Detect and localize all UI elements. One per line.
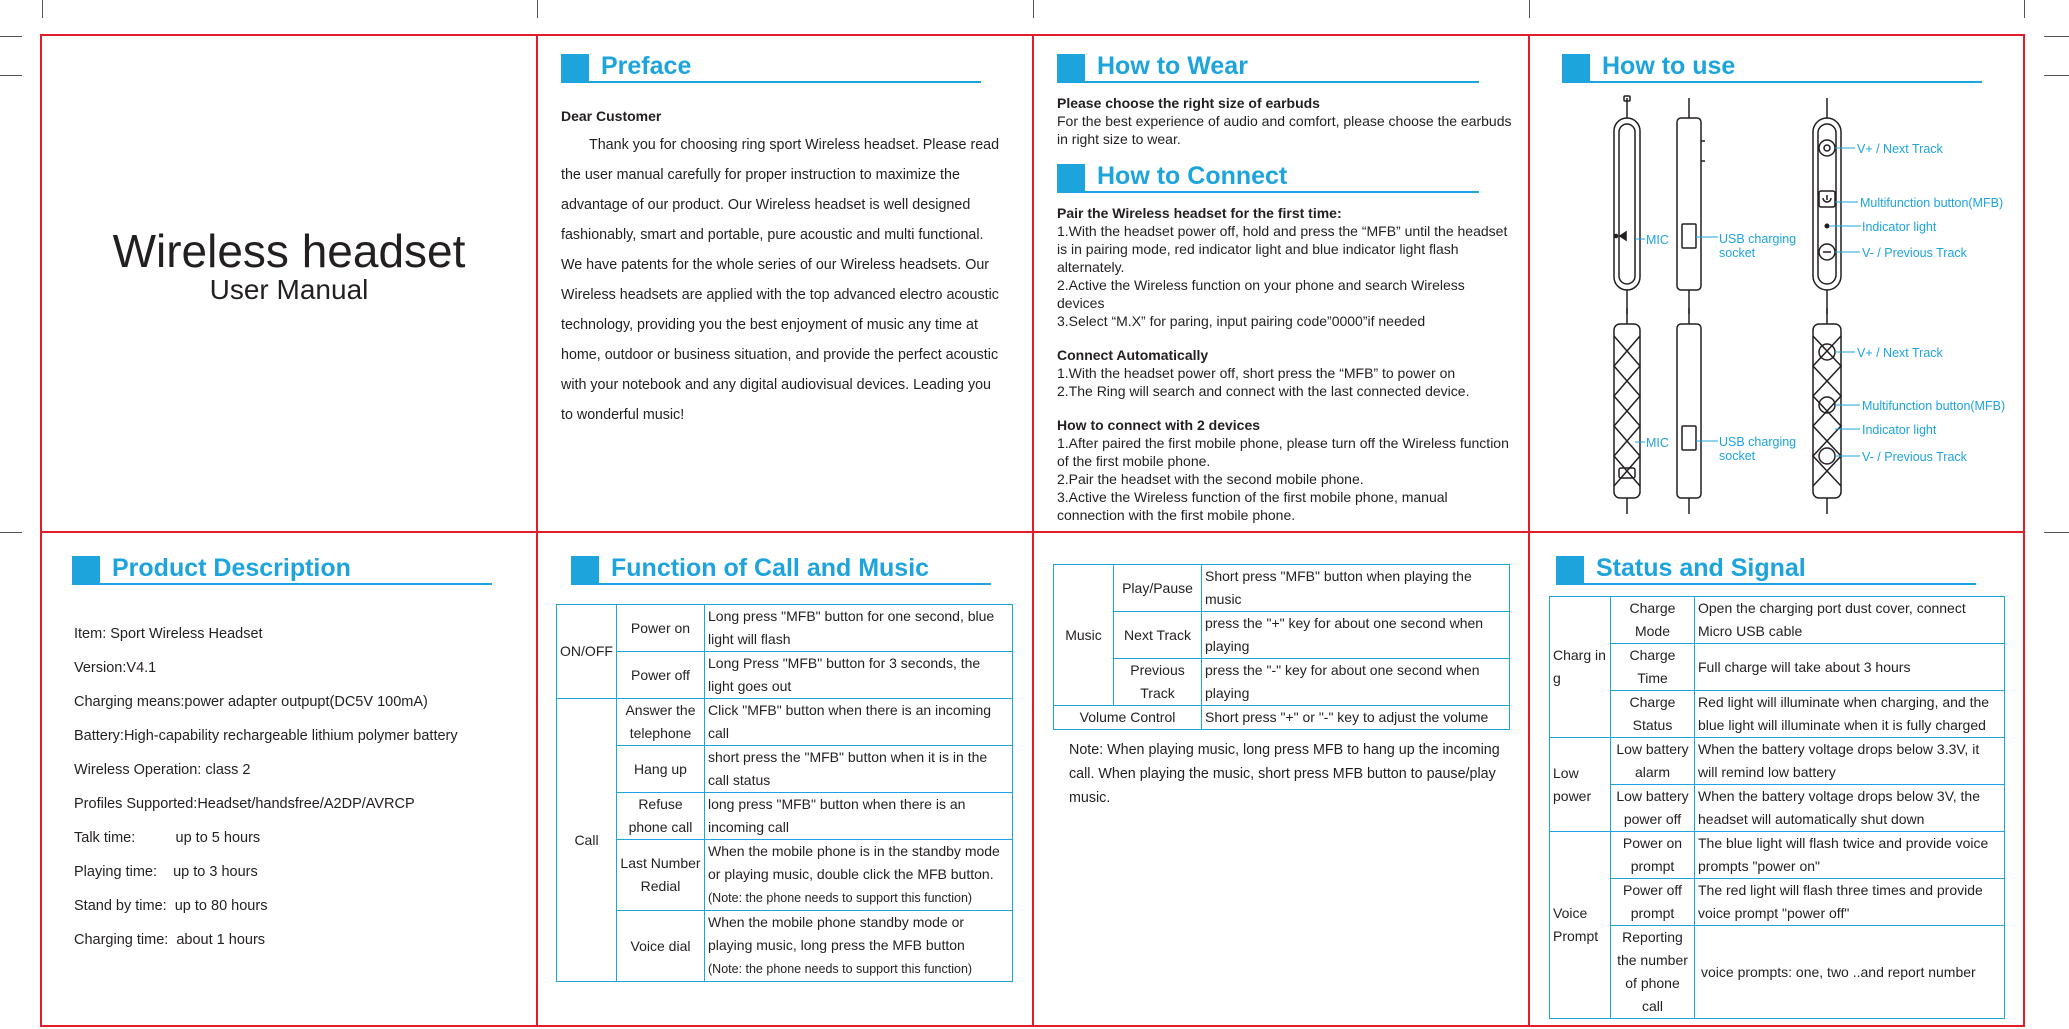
table-cell: Voice dial [617, 911, 705, 982]
howto-panel [1530, 36, 2024, 531]
mfb-label: Multifunction button(MFB) [1860, 196, 2004, 210]
status-signal-table [1549, 596, 2005, 1019]
table-cell: Low battery alarm [1611, 738, 1695, 785]
table-cell: Voice Prompt [1550, 832, 1611, 1019]
crop-mark [2024, 0, 2025, 18]
two-devices-step: 2.Pair the headset with the second mobile phone. [1057, 471, 1364, 487]
table-cell: The blue light will flash twice and provide voice prompts "power on" [1695, 832, 2005, 879]
socket-label: socket [1719, 449, 1756, 463]
spec-line: Profiles Supported:Headset/handsfree/A2DP/AVRCP [74, 796, 415, 812]
preface-body: Thank you for choosing ring sport Wireless headset. Please read the user manual carefully for proper instruction to maximize the advantage of our product. Our Wireless headset is well designed fashionably, smart and portable, pure acoustic and multi functional. We have patents for the whole series of our Wireless headsets. Our Wireless headsets are applied with the top advanced electro acoustic technology, providing you the best enjoyment of music any time at home, outdoor or business situation, and provide the perfect acoustic with your notebook and any digital audiovisual devices. Leading you to wonderful music! [561, 137, 1000, 423]
mic-label: MIC [1646, 233, 1669, 247]
table-row [1054, 612, 1510, 659]
table-cell: When the battery voltage drops below 3.3V, it will remind low battery [1695, 738, 2005, 785]
crop-mark [2044, 36, 2069, 37]
howto-heading: How to use [1562, 52, 1982, 84]
table-cell: Charge Status [1611, 691, 1695, 738]
two-devices-step: 3.Active the Wireless function of the first mobile phone, manual connection with the first mobile phone. [1057, 489, 1448, 523]
table-cell: Last Number Redial [617, 840, 705, 911]
table-cell: Short press "+" or "-" key to adjust the volume [1202, 706, 1510, 730]
table-row [1550, 785, 2005, 832]
indicator-label: Indicator light [1862, 220, 1937, 234]
table-cell: Long press "MFB" button for one second, blue light will flash [705, 605, 1013, 652]
crop-mark [1033, 0, 1034, 18]
pair-step: 1.With the headset power off, hold and press the “MFB” until the headset is in pairing mode, red indicator light and blue indicator light flash alternately. [1057, 223, 1508, 275]
table-cell: Hang up [617, 746, 705, 793]
table-cell: Power off prompt [1611, 879, 1695, 926]
two-devices-heading: How to connect with 2 devices [1057, 417, 1261, 433]
spec-line: Item: Sport Wireless Headset [74, 626, 263, 642]
spec-line: Version:V4.1 [74, 660, 157, 676]
table-cell: When the battery voltage drops below 3V, the headset will automatically shut down [1695, 785, 2005, 832]
table-row [1550, 879, 2005, 926]
table-cell: Previous Track [1114, 659, 1202, 706]
crop-mark [0, 532, 22, 533]
table-row [557, 911, 1013, 982]
table-cell: Answer the telephone [617, 699, 705, 746]
preface-greeting: Dear Customer [561, 108, 662, 124]
cover-subtitle: User Manual [209, 274, 369, 305]
cover-title: Wireless headset [112, 225, 466, 277]
spec-line: Wireless Operation: class 2 [74, 762, 251, 778]
crop-mark [0, 75, 22, 76]
table-row [1550, 926, 2005, 1019]
table-cell: Volume Control [1054, 706, 1202, 730]
wear-heading: How to Wear [1057, 52, 1479, 84]
table-cell: short press the "MFB" button when it is in the call status [705, 746, 1013, 793]
connect-heading: How to Connect [1057, 162, 1479, 194]
table-row [557, 746, 1013, 793]
auto-heading: Connect Automatically [1057, 347, 1209, 363]
crop-mark [0, 36, 22, 37]
wear-connect-panel [1057, 52, 1512, 524]
table-row [557, 793, 1013, 840]
mic-label: MIC [1646, 436, 1669, 450]
music-note: Note: When playing music, long press MFB to hang up the incoming call. When playing the music, short press MFB button to pause/play music. [1069, 742, 1500, 806]
table-row [1054, 706, 1510, 730]
crop-mark [537, 0, 538, 18]
table-cell: Power on [617, 605, 705, 652]
auto-step: 1.With the headset power off, short press the “MFB” to power on [1057, 365, 1456, 381]
mfb-label: Multifunction button(MFB) [1862, 399, 2006, 413]
table-cell: Full charge will take about 3 hours [1695, 644, 2005, 691]
callmusic-panel [556, 554, 1016, 982]
table-cell: Open the charging port dust cover, connect Micro USB cable [1695, 597, 2005, 644]
table-row [1550, 832, 2005, 879]
table-cell: Red light will illuminate when charging, and the blue light will illuminate when it is fully charged [1695, 691, 2005, 738]
cell-text: When the mobile phone is in the standby mode or playing music, double click the MFB button. [708, 843, 1000, 882]
spec-line: Playing time: up to 3 hours [74, 864, 258, 880]
indicator-label: Indicator light [1862, 423, 1937, 437]
table-cell: Music [1054, 565, 1114, 706]
crop-mark [42, 0, 43, 18]
preface-heading: Preface [561, 52, 981, 84]
socket-label: socket [1719, 246, 1756, 260]
table-cell: Charge Mode [1611, 597, 1695, 644]
wear-body: For the best experience of audio and comfort, please choose the earbuds in right size to wear. [1057, 113, 1512, 147]
preface-panel [561, 52, 1006, 430]
table-row [1550, 738, 2005, 785]
music-panel [1053, 564, 1511, 810]
usb-label: USB charging [1719, 435, 1797, 449]
cell-note: (Note: the phone needs to support this function) [708, 891, 973, 905]
table-cell: Next Track [1114, 612, 1202, 659]
table-row [1550, 597, 2005, 644]
spec-line: Charging time: about 1 hours [74, 932, 266, 948]
table-cell: Low battery power off [1611, 785, 1695, 832]
wear-subhead: Please choose the right size of earbuds [1057, 95, 1320, 111]
table-cell: Short press "MFB" button when playing the music [1202, 565, 1510, 612]
table-row [557, 605, 1013, 652]
table-cell: Power off [617, 652, 705, 699]
pair-step: 3.Select “M.X” for paring, input pairing code”0000”if needed [1057, 313, 1426, 329]
cell-note: (Note: the phone needs to support this function) [708, 962, 973, 976]
table-cell: The red light will flash three times and provide voice prompt "power off" [1695, 879, 2005, 926]
table-cell: voice prompts: one, two ..and report number [1695, 926, 2005, 1019]
cell-text: When the mobile phone standby mode or playing music, long press the MFB button [708, 914, 965, 953]
crop-mark [1529, 0, 1530, 18]
table-row [1054, 659, 1510, 706]
table-cell: Long Press "MFB" button for 3 seconds, the light goes out [705, 652, 1013, 699]
table-cell: long press "MFB" button when there is an incoming call [705, 793, 1013, 840]
table-cell: Charg ing [1550, 597, 1611, 738]
table-row [1054, 565, 1510, 612]
status-panel [1549, 554, 2007, 1019]
auto-step: 2.The Ring will search and connect with the last connected device. [1057, 383, 1470, 399]
cover-panel [42, 36, 536, 531]
product-panel [42, 533, 536, 1025]
spec-line: Charging means:power adapter outpupt(DC5V 100mA) [74, 694, 428, 710]
table-cell: Charge Time [1611, 644, 1695, 691]
pair-heading: Pair the Wireless headset for the first time: [1057, 205, 1342, 221]
usb-label: USB charging [1719, 232, 1797, 246]
callmusic-heading: Function of Call and Music [571, 554, 991, 586]
crop-mark [2044, 532, 2069, 533]
table-row [557, 652, 1013, 699]
table-row [557, 699, 1013, 746]
two-devices-step: 1.After paired the first mobile phone, please turn off the Wireless function of the first mobile phone. [1057, 435, 1509, 469]
crop-mark [2044, 75, 2069, 76]
table-cell: Click "MFB" button when there is an incoming call [705, 699, 1013, 746]
vplus-label: V+ / Next Track [1857, 142, 1943, 156]
table-row [1550, 691, 2005, 738]
product-heading: Product Description [72, 554, 492, 586]
table-row [1550, 644, 2005, 691]
spec-line: Stand by time: up to 80 hours [74, 898, 268, 914]
spec-line: Battery:High-capability rechargeable lithium polymer battery [74, 728, 458, 744]
table-cell: Play/Pause [1114, 565, 1202, 612]
table-cell: press the "+" key for about one second when playing [1202, 612, 1510, 659]
table-cell: Reporting the number of phone call [1611, 926, 1695, 1019]
table-cell: Low power [1550, 738, 1611, 832]
spec-line: Talk time: up to 5 hours [74, 830, 261, 846]
table-cell: ON/OFF [557, 605, 617, 699]
table-cell [705, 911, 1013, 982]
table-cell: Refuse phone call [617, 793, 705, 840]
music-function-table [1053, 564, 1510, 730]
table-cell [705, 840, 1013, 911]
table-cell: press the "-" key for about one second when playing [1202, 659, 1510, 706]
vminus-label: V- / Previous Track [1862, 450, 1967, 464]
vminus-label: V- / Previous Track [1862, 246, 1967, 260]
pair-step: 2.Active the Wireless function on your phone and search Wireless devices [1057, 277, 1465, 311]
vplus-label: V+ / Next Track [1857, 346, 1943, 360]
table-cell: Power on prompt [1611, 832, 1695, 879]
call-function-table [556, 604, 1013, 982]
table-cell: Call [557, 699, 617, 982]
status-heading: Status and Signal [1556, 554, 1976, 586]
table-row [557, 840, 1013, 911]
